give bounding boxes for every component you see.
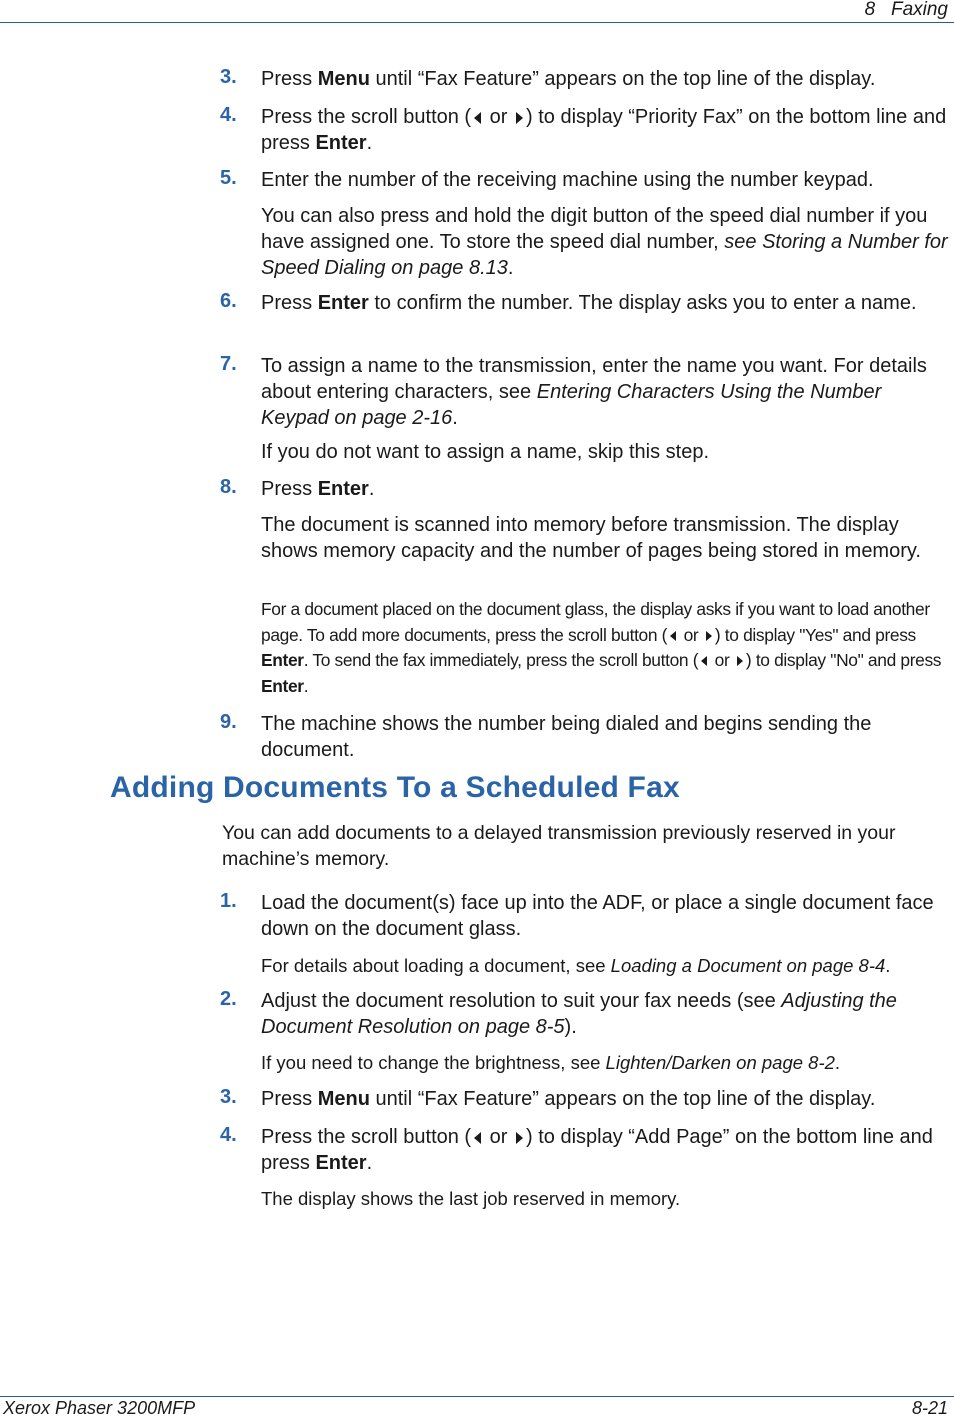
step-text: Press Menu until “Fax Feature” appears on the top line of the display. [261,68,876,90]
step-number: 3. [220,1086,237,1108]
step-number: 4. [220,104,237,126]
step-number: 9. [220,711,237,733]
add-step-1-detail: For details about loading a document, see Loading a Document on page 8-4. [261,955,891,976]
enter-key-label: Enter [315,132,367,154]
add-step-2-detail: If you need to change the brightness, see Lighten/Darken on page 8-2. [261,1052,841,1073]
step-number: 4. [220,1124,237,1146]
scroll-left-icon [670,631,676,641]
menu-key-label: Menu [317,68,370,90]
step-number: 3. [220,66,237,88]
footer-page-number: 8-21 [911,1398,948,1418]
cross-reference: Lighten/Darken on page 8-2 [605,1052,835,1073]
step-text: Press Enter. [261,478,375,500]
scroll-right-icon [706,631,712,641]
scroll-left-icon [474,112,481,124]
section-intro: You can add documents to a delayed transmission previously reserved in your machine’s memory. [222,822,896,870]
footer-product-name: Xerox Phaser 3200MFP [3,1398,196,1418]
step-text: Adjust the document resolution to suit your fax needs (see Adjusting the Document Resolution on page 8-5). [261,990,897,1038]
scroll-right-icon [737,656,743,666]
step-8-note: For a document placed on the document glass, the display asks if you want to load another page. To add more documents, press the scroll button ( or ) to display "Yes" and press Enter. To send the fax immediately, press the scroll button ( or ) to display "No" and press Enter. [261,599,942,696]
scroll-right-icon [516,112,523,124]
step-text: Press Menu until “Fax Feature” appears on the top line of the display. [261,1088,876,1110]
page-header [0,0,954,22]
header-chapter-title: 8 Faxing [864,0,948,20]
scroll-right-icon [516,1132,523,1144]
step-number: 2. [220,988,237,1010]
step-text: Press the scroll button ( or ) to display “Priority Fax” on the bottom line and press Enter. [261,106,947,154]
scroll-left-icon [474,1132,481,1144]
step-number: 1. [220,890,237,912]
header-rule [0,22,954,23]
step-text: Press Enter to confirm the number. The display asks you to enter a name. [261,292,917,314]
scroll-left-icon [701,656,707,666]
step-text: Load the document(s) face up into the ADF, or place a single document face down on the document glass. [261,892,934,940]
step-number: 7. [220,353,237,375]
step-text: Enter the number of the receiving machine using the number keypad. [261,169,874,191]
section-heading: Adding Documents To a Scheduled Fax [110,771,680,804]
cross-reference: see Storing a Number for Speed Dialing on page 8.13 [261,231,948,279]
step-text: To assign a name to the transmission, enter the name you want. For details about entering characters, see Entering Characters Using the Number Keypad on page 2-16. [261,355,927,429]
enter-key-label: Enter [317,478,369,500]
enter-key-label: Enter [317,292,369,314]
step-text: The machine shows the number being dialed and begins sending the document. [261,713,872,761]
cross-reference: Loading a Document on page 8-4 [610,955,886,976]
footer-rule [0,1396,954,1397]
step-5-detail: You can also press and hold the digit button of the speed dial number if you have assigned one. To store the speed dial number, see Storing a Number for Speed Dialing on page 8.13. [261,205,948,279]
step-text: Press the scroll button ( or ) to display “Add Page” on the bottom line and press Enter. [261,1126,933,1174]
step-number: 5. [220,167,237,189]
enter-key-label: Enter [315,1152,367,1174]
cross-reference: Adjusting the Document Resolution on page 8-5 [261,990,897,1038]
step-number: 8. [220,476,237,498]
step-number: 6. [220,290,237,312]
add-step-4-detail: The display shows the last job reserved in memory. [261,1188,681,1209]
cross-reference: Entering Characters Using the Number Keypad on page 2-16 [261,381,882,429]
enter-key-label: Enter [261,650,304,670]
enter-key-label: Enter [261,675,304,696]
step-8-detail: The document is scanned into memory before transmission. The display shows memory capacity and the number of pages being stored in memory. [261,514,921,562]
menu-key-label: Menu [317,1088,370,1110]
step-7-detail: If you do not want to assign a name, skip this step. [261,441,710,463]
